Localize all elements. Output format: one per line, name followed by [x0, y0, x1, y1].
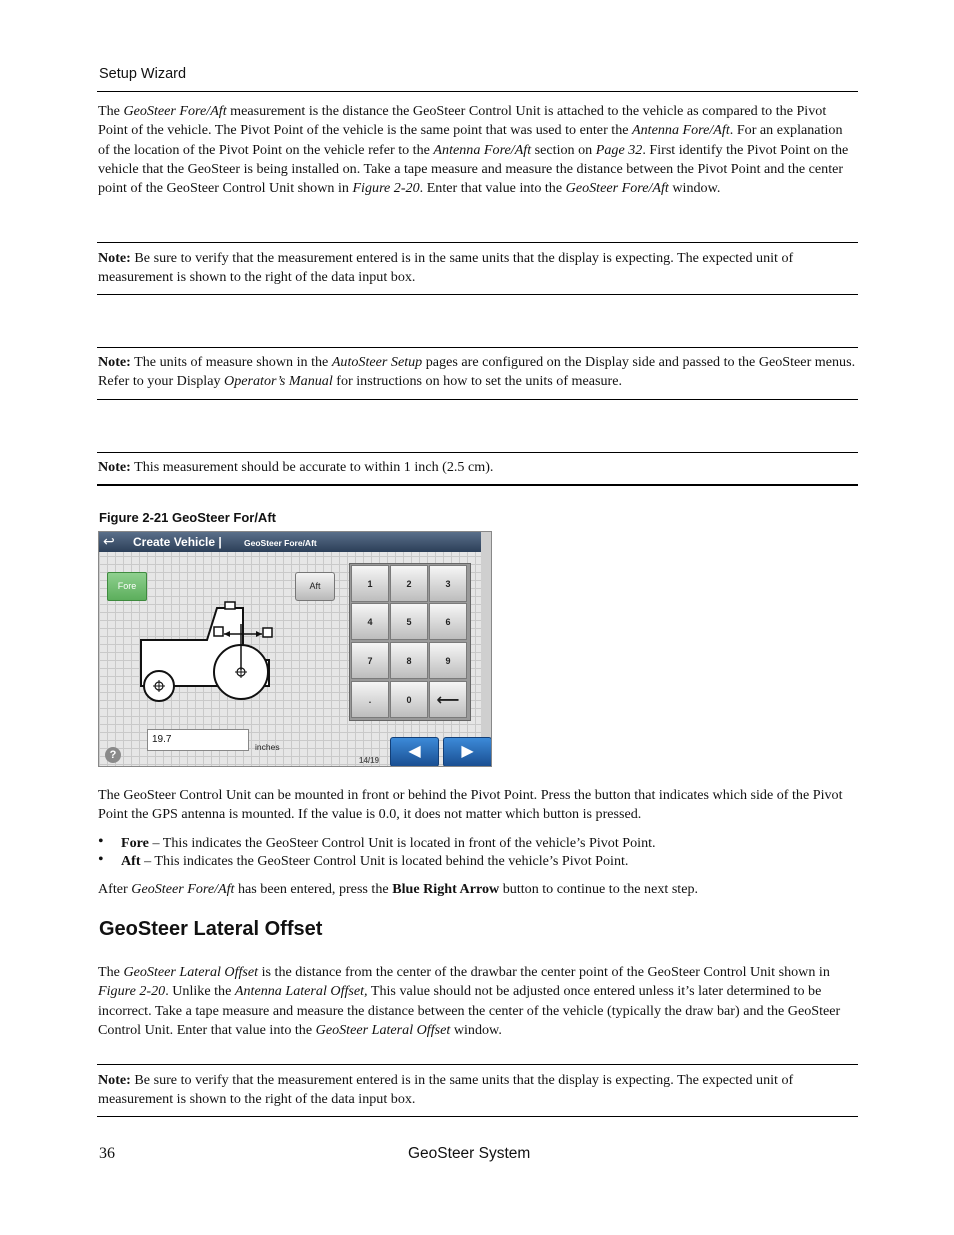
key-decimal[interactable]: . — [351, 681, 389, 718]
after-paragraph: After GeoSteer Fore/Aft has been entered, press the Blue Right Arrow button to continue to the next step. — [98, 881, 699, 897]
key-2[interactable]: 2 — [390, 565, 428, 602]
note-2: Note: The units of measure shown in the AutoSteer Setup pages are configured on the Display side and passed to the GeoSteer menus. Refer to your Display Operator’s Manual for instructions on how to set the units of measure. — [98, 354, 856, 390]
backspace-key[interactable]: ⟵ — [429, 681, 467, 718]
page-number: 36 — [99, 1145, 115, 1162]
screen-right-border — [481, 532, 491, 767]
bullet-icon: • — [98, 851, 104, 868]
key-7[interactable]: 7 — [351, 642, 389, 679]
running-header: Setup Wizard — [99, 66, 187, 82]
help-icon[interactable]: ? — [105, 747, 121, 763]
key-4[interactable]: 4 — [351, 603, 389, 640]
aft-button[interactable]: Aft — [295, 572, 335, 601]
units-label: inches — [255, 742, 280, 752]
key-3[interactable]: 3 — [429, 565, 467, 602]
numeric-keypad — [349, 563, 471, 721]
screen-titlebar — [99, 532, 492, 552]
intro-paragraph: The GeoSteer Fore/Aft measurement is the distance the GeoSteer Control Unit is attached to the vehicle as compared to the Pivot Point of the vehicle. The Pivot Point of the vehicle is the same point that was used to enter the Antenna Fore/Aft. For an explanation of the location of the Pivot Point on the vehicle refer to the Antenna Fore/Aft section on Page 32. First identify the Pivot Point on the vehicle that the GeoSteer is being installed on. Take a tape measure and measure the distance between the Pivot Point and the center point of the GeoSteer Control Unit shown in Figure 2-20. Enter that value into the GeoSteer Fore/Aft window. — [98, 103, 849, 197]
key-5[interactable]: 5 — [390, 603, 428, 640]
screen-title: Create Vehicle | — [133, 535, 222, 549]
note-1: Note: Be sure to verify that the measurement entered is in the same units that the display is expecting. The expected unit of measurement is shown to the right of the data input box. — [98, 250, 794, 286]
note-rule-top — [97, 452, 858, 453]
note-rule-top — [97, 1064, 858, 1065]
figure-screenshot — [98, 531, 492, 767]
next-arrow-button[interactable]: ▶ — [443, 737, 492, 767]
footer-title: GeoSteer System — [408, 1145, 531, 1162]
mounting-paragraph: The GeoSteer Control Unit can be mounted in front or behind the Pivot Point. Press the button that indicates which side of the Pivot Point the GPS antenna is mounted. If the value is 0.0, it does not matter which button is pressed. — [98, 787, 843, 823]
fore-aft-value-input[interactable]: 19.7 — [147, 729, 249, 751]
previous-arrow-button[interactable]: ◀ — [390, 737, 439, 767]
key-0[interactable]: 0 — [390, 681, 428, 718]
note-rule-top — [97, 242, 858, 243]
section-heading: GeoSteer Lateral Offset — [99, 918, 323, 940]
note-rule-bottom — [97, 1116, 858, 1117]
key-9[interactable]: 9 — [429, 642, 467, 679]
back-icon[interactable]: ↩ — [103, 533, 115, 549]
key-1[interactable]: 1 — [351, 565, 389, 602]
tractor-illustration — [129, 600, 339, 704]
note-3: Note: This measurement should be accurate to within 1 inch (2.5 cm). — [98, 459, 494, 475]
key-8[interactable]: 8 — [390, 642, 428, 679]
fore-button[interactable]: Fore — [107, 572, 147, 601]
note-rule-bottom — [97, 294, 858, 295]
header-rule — [97, 91, 858, 92]
note-4: Note: Be sure to verify that the measurement entered is in the same units that the display is expecting. The expected unit of measurement is shown to the right of the data input box. — [98, 1072, 794, 1108]
key-6[interactable]: 6 — [429, 603, 467, 640]
note-rule-top — [97, 347, 858, 348]
note-rule-bottom — [97, 484, 858, 486]
figure-caption: Figure 2-21 GeoSteer For/Aft — [99, 510, 276, 525]
bullet-icon: • — [98, 833, 104, 850]
note-rule-bottom — [97, 399, 858, 400]
page-indicator: 14/19 — [359, 756, 380, 765]
lateral-offset-paragraph: The GeoSteer Lateral Offset is the distance from the center of the drawbar the center point of the GeoSteer Control Unit shown in Figure 2-20. Unlike the Antenna Lateral Offset, This value should not be adjusted once entered unless it’s later determined to be incorrect. Take a tape measure and measure the distance between the center of the vehicle (typically the draw bar) and the GeoSteer Control Unit. Enter that value into the GeoSteer Lateral Offset window. — [98, 964, 841, 1038]
screen-subtitle: GeoSteer Fore/Aft — [244, 538, 317, 548]
